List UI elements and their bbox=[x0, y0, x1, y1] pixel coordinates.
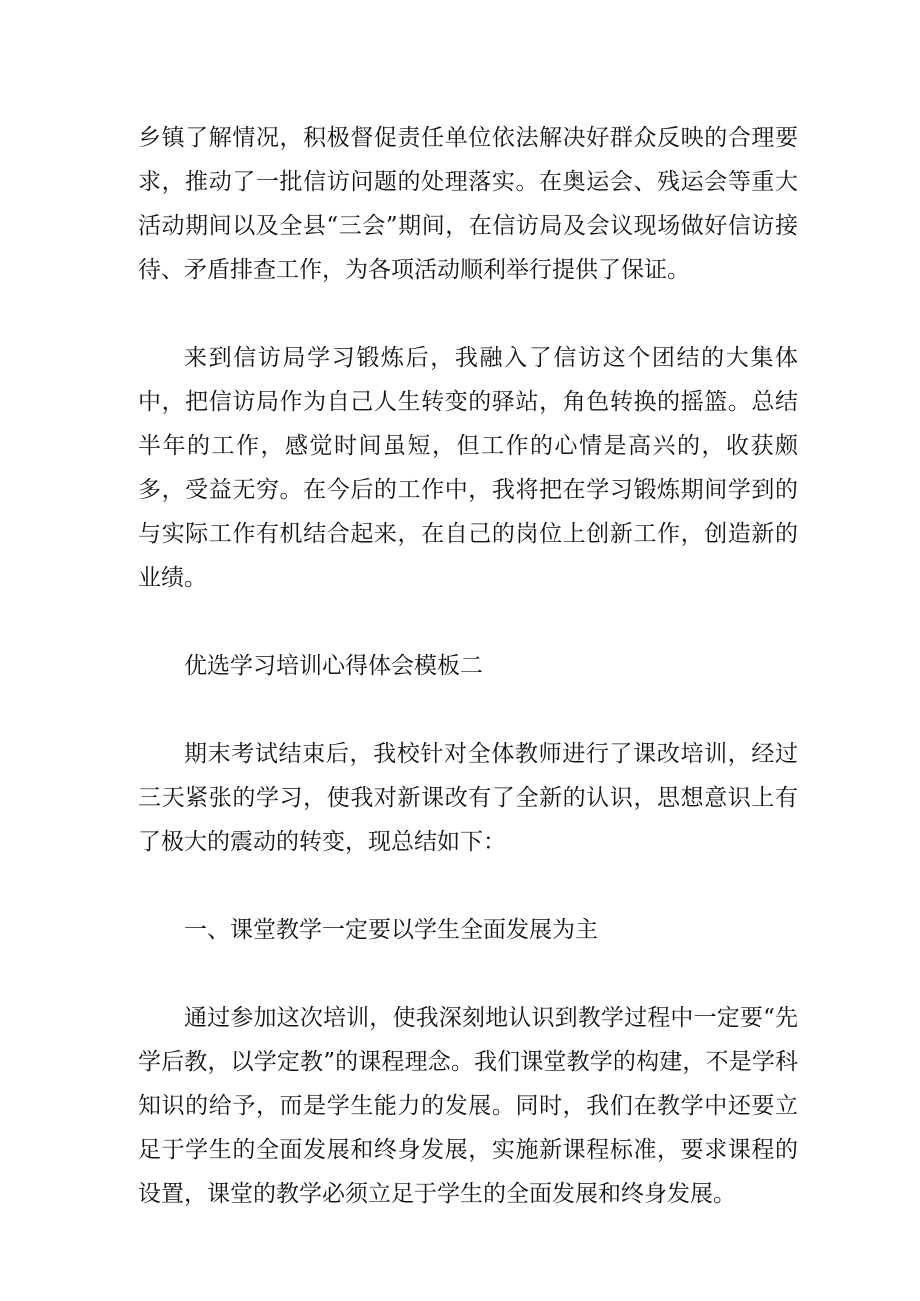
section-title-template-two: 优选学习培训心得体会模板二 bbox=[184, 653, 483, 679]
paragraph-1: 乡镇了解情况，积极督促责任单位依法解决好群众反映的合理要求，推动了一批信访问题的处理落实。在奥运会、残运会等重大活动期间以及全县“三会”期间，在信访局及会议现场做好信访接待、矛盾排查工作，为各项活动顺利举行提供了保证。 bbox=[138, 125, 798, 283]
document-page bbox=[138, 116, 798, 1260]
paragraph-4: 通过参加这次培训，使我深刻地认识到教学过程中一定要“先学后教，以学定教”的课程理念。我们课堂教学的构建，不是学科知识的给予，而是学生能力的发展。同时，我们在教学中还要立足于学生的全面发展和终身发展，实施新课程标准，要求课程的设置，课堂的教学必须立足于学生的全面发展和终身发展。 bbox=[138, 1005, 798, 1207]
section-heading-one: 一、课堂教学一定要以学生全面发展为主 bbox=[184, 917, 598, 943]
paragraph-2: 来到信访局学习锻炼后，我融入了信访这个团结的大集体中，把信访局作为自己人生转变的驿站，角色转换的摇篮。总结半年的工作，感觉时间虽短，但工作的心情是高兴的，收获颇多，受益无穷。在今后的工作中，我将把在学习锻炼期间学到的与实际工作有机结合起来，在自己的岗位上创新工作，创造新的业绩。 bbox=[138, 345, 798, 591]
paragraph-3: 期末考试结束后，我校针对全体教师进行了课改培训，经过三天紧张的学习，使我对新课改有了全新的认识，思想意识上有了极大的震动的转变，现总结如下： bbox=[138, 741, 798, 855]
